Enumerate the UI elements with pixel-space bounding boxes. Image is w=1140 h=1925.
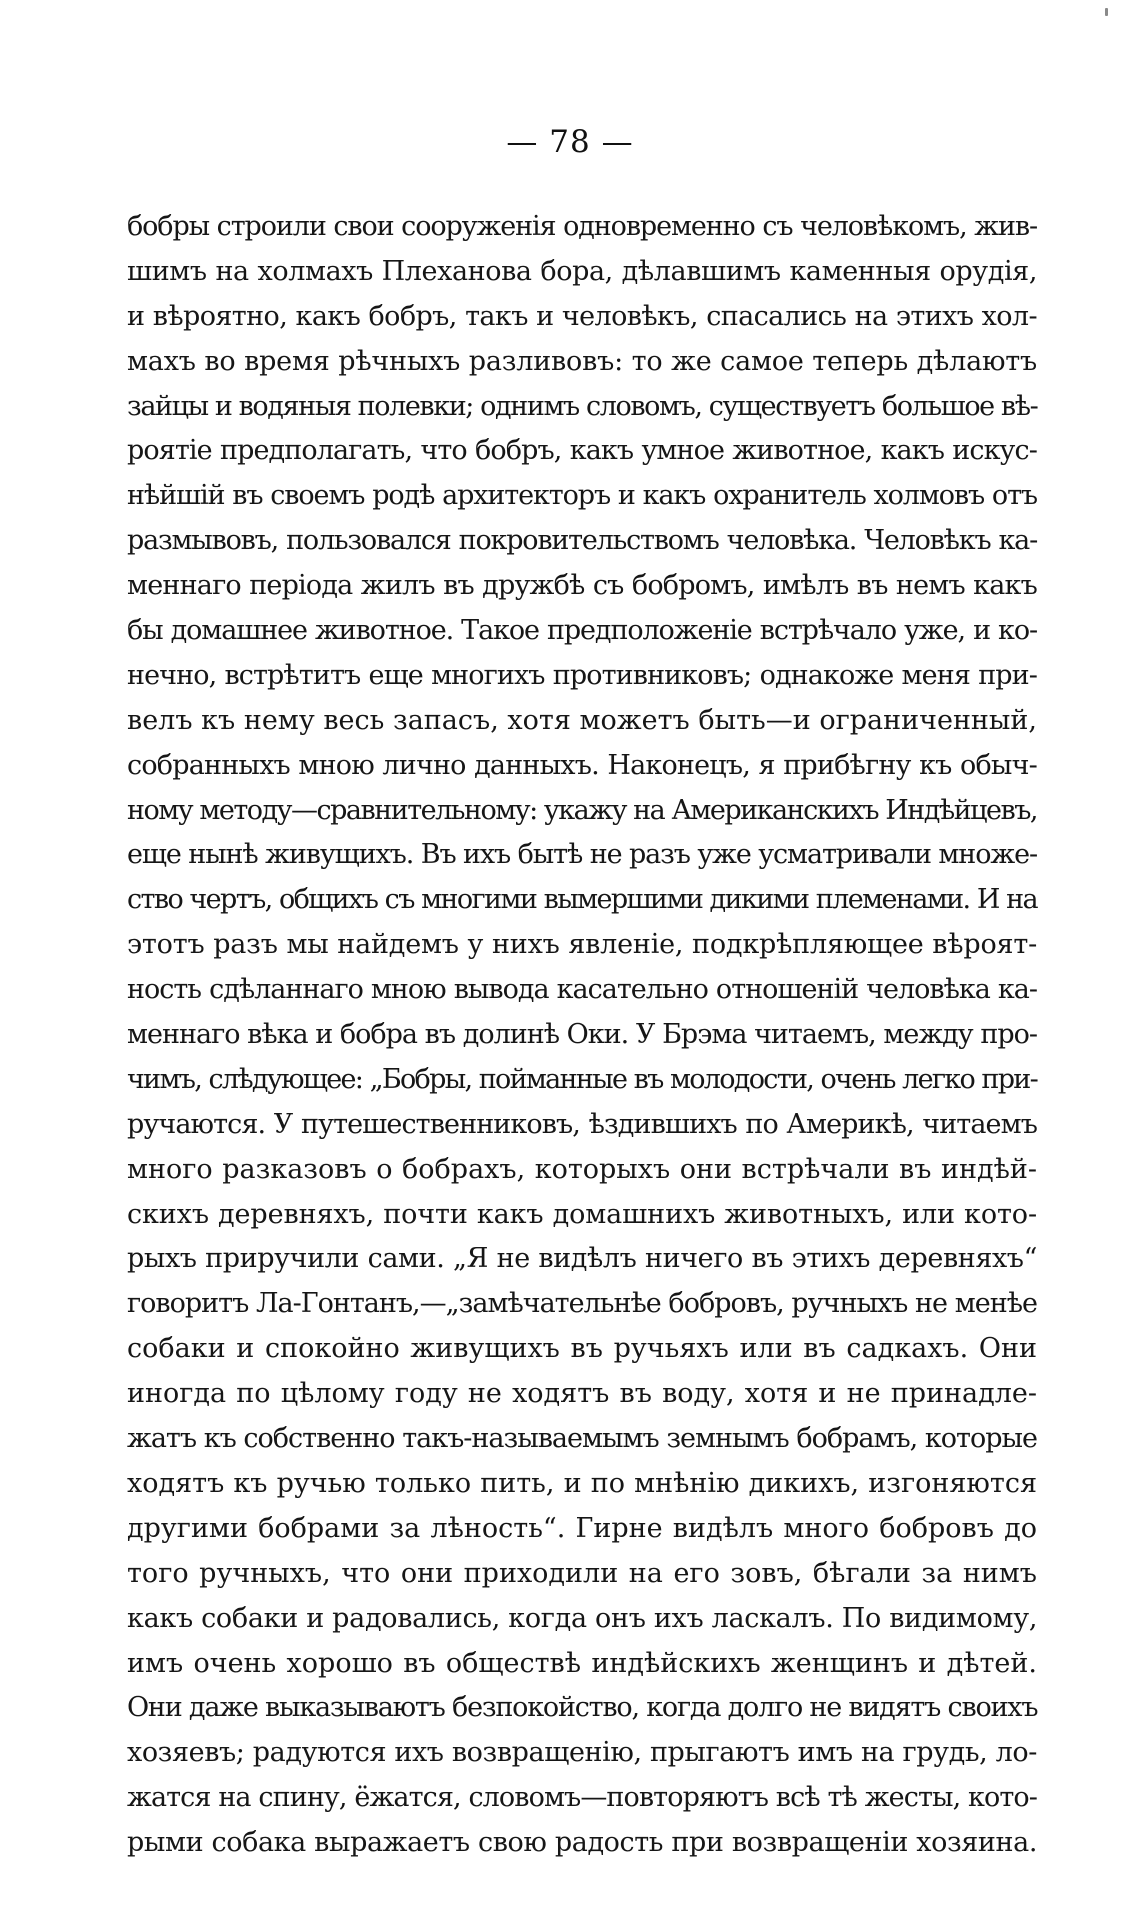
text-line: того ручныхъ, что они приходили на его зовъ, бѣгали за нимъ [127,1557,1037,1589]
text-line: ность сдѣланнаго мною вывода касательно отношеній человѣка ка- [127,974,1037,1006]
text-line: много разказовъ о бобрахъ, которыхъ они встрѣчали въ индѣй- [127,1153,1037,1185]
text-line: другими бобрами за лѣность“. Гирне видѣлъ много бобровъ до [127,1512,1037,1544]
text-line: Они даже выказываютъ безпокойство, когда долго не видятъ своихъ [127,1692,1038,1724]
text-line: меннаго періода жилъ въ дружбѣ съ бобромъ, имѣлъ въ немъ какъ [127,570,1037,602]
body-text [127,205,1037,1866]
text-line: еще нынѣ живущихъ. Въ ихъ бытѣ не разъ уже усматривали множе- [127,839,1037,871]
text-line: иногда по цѣлому году не ходятъ въ воду, хотя и не принадле- [127,1378,1037,1410]
text-line: ному методу—сравнительному: укажу на Американскихъ Индѣйцевъ, [127,794,1037,826]
text-line: собранныхъ мною лично данныхъ. Наконецъ, я прибѣгну къ обыч- [127,749,1037,781]
text-line: махъ во время рѣчныхъ разливовъ: то же самое теперь дѣлаютъ [127,345,1037,377]
text-line: жатся на спину, ёжатся, словомъ—повторяютъ всѣ тѣ жесты, кото- [127,1782,1037,1814]
text-line: меннаго вѣка и бобра въ долинѣ Оки. У Брэма читаемъ, между про- [127,1019,1037,1051]
text-line: велъ къ нему весь запасъ, хотя можетъ быть—и ограниченный, [127,704,1037,736]
text-line: имъ очень хорошо въ обществѣ индѣйскихъ женщинъ и дѣтей. [127,1647,1037,1679]
text-line: жатъ къ собственно такъ-называемымъ земнымъ бобрамъ, которые [127,1423,1037,1455]
text-line: бобры строили свои сооруженія одновременно съ человѣкомъ, жив- [127,211,1037,242]
page-number: — 78 — [506,124,634,160]
text-line: нѣйшій въ своемъ родѣ архитекторъ и какъ охранитель холмовъ отъ [127,480,1037,512]
text-line: собаки и спокойно живущихъ въ ручьяхъ или въ садкахъ. Они [127,1333,1037,1365]
text-line: зайцы и водяныя полевки; однимъ словомъ, существуетъ большое вѣ- [127,390,1038,422]
text-line: размывовъ, пользовался покровительствомъ человѣка. Человѣкъ ка- [127,525,1037,557]
text-line: скихъ деревняхъ, почти какъ домашнихъ животныхъ, или кото- [127,1198,1037,1230]
text-line: роятіе предполагать, что бобръ, какъ умное животное, какъ искус- [127,435,1037,467]
text-line: нечно, встрѣтитъ еще многихъ противниковъ; однакоже меня при- [127,659,1037,691]
text-line: ство чертъ, общихъ съ многими вымершими дикими племенами. И на [127,884,1037,916]
text-line: хозяевъ; радуются ихъ возвращенію, прыгаютъ имъ на грудь, ло- [127,1737,1037,1769]
text-line: и вѣроятно, какъ бобръ, такъ и человѣкъ, спасались на этихъ хол- [127,300,1037,332]
print-speck [1105,8,1108,16]
text-line: ходятъ къ ручью только пить, и по мнѣнію дикихъ, изгоняются [127,1467,1037,1499]
text-line: ручаются. У путешественниковъ, ѣздившихъ по Америкѣ, читаемъ [127,1108,1037,1140]
text-line: какъ собаки и радовались, когда онъ ихъ ласкалъ. По видимому, [127,1602,1038,1634]
text-line: шимъ на холмахъ Плеханова бора, дѣлавшимъ каменныя орудія, [127,255,1037,287]
text-line: рыми собака выражаетъ свою радость при возвращеніи хозяина. [127,1827,1037,1859]
text-line: бы домашнее животное. Такое предположеніе встрѣчало уже, и ко- [127,615,1037,647]
text-line: говоритъ Ла-Гонтанъ,—„замѣчательнѣе бобровъ, ручныхъ не менѣе [127,1288,1037,1320]
text-line: этотъ разъ мы найдемъ у нихъ явленіе, подкрѣпляющее вѣроят- [127,929,1037,961]
text-line: чимъ, слѣдующее: „Бобры, пойманные въ молодости, очень легко при- [127,1063,1037,1095]
text-line: рыхъ приручили сами. „Я не видѣлъ ничего въ этихъ деревняхъ“ [127,1243,1037,1275]
